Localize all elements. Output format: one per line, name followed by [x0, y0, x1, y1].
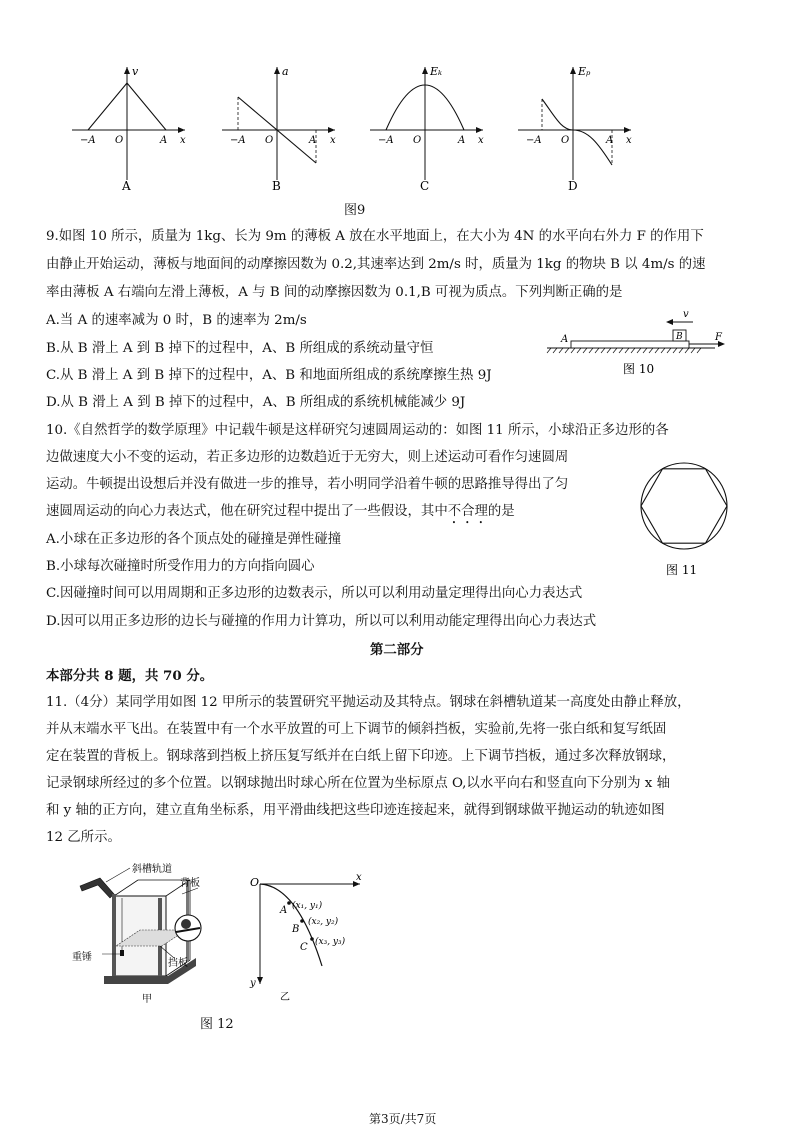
graph-a-neg: −A	[80, 135, 96, 146]
figure-12-jia	[72, 858, 242, 1008]
graph-a-axis-y: v	[132, 65, 139, 78]
fig12-axis-y: y	[250, 978, 256, 989]
figure-11	[634, 456, 744, 580]
graph-b-label: B	[272, 179, 281, 193]
q11-line-2: 并从末端水平飞出。在装置中有一个水平放置的可上下调节的倾斜挡板，实验前,先将一张白纸和复写纸固	[46, 722, 667, 737]
q10-line-4-post: 的是	[487, 504, 515, 519]
fig12-weight-label: 重锤	[72, 952, 92, 963]
graph-c	[370, 65, 484, 193]
graph-c-neg: −A	[378, 135, 394, 146]
graph-c-label: C	[420, 179, 430, 193]
graph-d-axis-y: Eₚ	[578, 65, 591, 78]
q9-option-b: B.从 B 滑上 A 到 B 掉下的过程中，A、B 所组成的系统动量守恒	[46, 341, 434, 356]
q11-line-5: 和 y 轴的正方向，建立直角坐标系，用平滑曲线把这些印迹连接起来，就得到钢球做平抛运动的轨迹如图	[46, 803, 665, 818]
graph-d	[506, 55, 656, 215]
graph-d-origin: O	[561, 135, 570, 146]
figure-9	[60, 55, 510, 215]
fig10-b: B	[676, 332, 683, 342]
fig10-f: F	[715, 332, 722, 343]
q9-line-1: 9.如图 10 所示，质量为 1kg、长为 9m 的薄板 A 放在水平地面上，在大小为 4N 的水平向右外力 F 的作用下	[46, 229, 704, 244]
fig12-coord-c: (x₃, y₃)	[315, 937, 346, 947]
q9-option-d: D.从 B 滑上 A 到 B 掉下的过程中，A、B 所组成的系统机械能减少 9J	[46, 395, 466, 410]
graph-a-axis-x: x	[180, 135, 186, 146]
fig10-v: v	[683, 309, 689, 320]
fig11-caption: 图 11	[666, 563, 698, 577]
graph-b	[222, 65, 336, 193]
graph-b-origin: O	[265, 135, 274, 146]
graph-d-axis-x: x	[626, 135, 632, 146]
q9-line-3: 率由薄板 A 右端向左滑上薄板，A 与 B 间的动摩擦因数为 0.1,B 可视为质点。下列判断正确的是	[46, 285, 623, 300]
q10-line-4	[46, 502, 515, 527]
q11-line-1: 11.（4分）某同学用如图 12 甲所示的装置研究平抛运动及其特点。钢球在斜槽轨道某一高度处由静止释放，	[46, 695, 691, 710]
graph-a-pos: A	[160, 135, 168, 146]
q11-line-6: 12 乙所示。	[46, 830, 121, 845]
graph-a-origin: O	[115, 135, 124, 146]
fig10-a: A	[561, 334, 569, 345]
fig12-point-c: C	[300, 942, 308, 953]
q10-line-3: 运动。牛顿提出设想后并没有做进一步的推导，若小明同学沿着牛顿的思路推导得出了匀	[46, 477, 569, 492]
q10-line-4-pre: 速圆周运动的向心力表达式，他在研究过程中提出了一些假设，其中	[46, 504, 448, 519]
fig12-origin: O	[250, 876, 260, 889]
graph-c-origin: O	[413, 135, 422, 146]
graph-b-axis-x: x	[330, 135, 336, 146]
part2-title: 第二部分	[370, 642, 424, 658]
q9-option-c: C.从 B 滑上 A 到 B 掉下的过程中，A、B 和地面所组成的系统摩擦生热 9J	[46, 368, 492, 383]
q10-option-c: C.因碰撞时间可以用周期和正多边形的边数表示，所以可以利用动量定理得出向心力表达式	[46, 586, 583, 601]
q11-line-4: 记录钢球所经过的多个位置。以钢球抛出时球心所在位置为坐标原点 O,以水平向右和竖直向下分别为 x 轴	[46, 776, 670, 791]
graph-d-pos: A	[606, 135, 614, 146]
q10-line-2: 边做速度大小不变的运动，若正多边形的边数趋近于无穷大，则上述运动可看作匀速圆周	[46, 450, 569, 465]
graph-d-label: D	[568, 179, 578, 193]
fig12-backboard-label: 背板	[180, 878, 200, 889]
fig12-baffle-label: 挡板	[168, 958, 188, 969]
q9-line-2: 由静止开始运动，薄板与地面间的动摩擦因数为 0.2,其速率达到 2m/s 时，质量为 1kg 的物块 B 以 4m/s 的速	[46, 257, 706, 272]
fig12-coord-b: (x₂, y₂)	[308, 917, 339, 927]
graph-b-neg: −A	[230, 135, 246, 146]
q10-line-1: 10.《自然哲学的数学原理》中记载牛顿是这样研究匀速圆周运动的：如图 11 所示，小球沿正多边形的各	[46, 423, 669, 438]
q10-option-a: A.小球在正多边形的各个顶点处的碰撞是弹性碰撞	[46, 532, 342, 547]
q10-line-4-emphasis: 不合理	[447, 504, 488, 519]
graph-b-axis-y: a	[282, 65, 289, 78]
q10-option-b: B.小球每次碰撞时所受作用力的方向指向圆心	[46, 559, 315, 574]
fig12-yi-label: 乙	[280, 992, 290, 1003]
fig10-caption: 图 10	[623, 362, 655, 376]
figure-10	[545, 308, 730, 380]
q11-line-3: 定在装置的背板上。钢球落到挡板上挤压复写纸并在白纸上留下印迹。上下调节挡板，通过多次释放钢球，	[46, 749, 676, 764]
graph-b-pos: A	[309, 135, 317, 146]
figure-12-yi	[242, 866, 372, 1006]
fig12-point-a: A	[280, 905, 288, 916]
fig12-axis-x: x	[356, 872, 362, 883]
fig12-track-label: 斜槽轨道	[132, 864, 172, 875]
graph-c-pos: A	[458, 135, 466, 146]
q10-option-d: D.因可以用正多边形的边长与碰撞的作用力计算功，所以可以利用动能定理得出向心力表达式	[46, 614, 597, 629]
graph-c-axis-y: Eₖ	[430, 65, 443, 78]
part2-intro: 本部分共 8 题，共 70 分。	[46, 668, 214, 684]
graph-d-neg: −A	[526, 135, 542, 146]
fig12-jia-label: 甲	[142, 994, 152, 1005]
graph-a-label: A	[122, 179, 131, 193]
fig12-coord-a: (x₁, y₁)	[292, 901, 323, 911]
fig12-point-b: B	[292, 924, 300, 935]
graph-a	[72, 65, 186, 193]
fig12-caption: 图 12	[200, 1017, 234, 1032]
page-footer: 第3页/共7页	[369, 1112, 437, 1126]
q9-option-a: A.当 A 的速率减为 0 时，B 的速率为 2m/s	[46, 313, 307, 328]
graph-c-axis-x: x	[478, 135, 484, 146]
fig9-caption: 图9	[344, 203, 366, 218]
